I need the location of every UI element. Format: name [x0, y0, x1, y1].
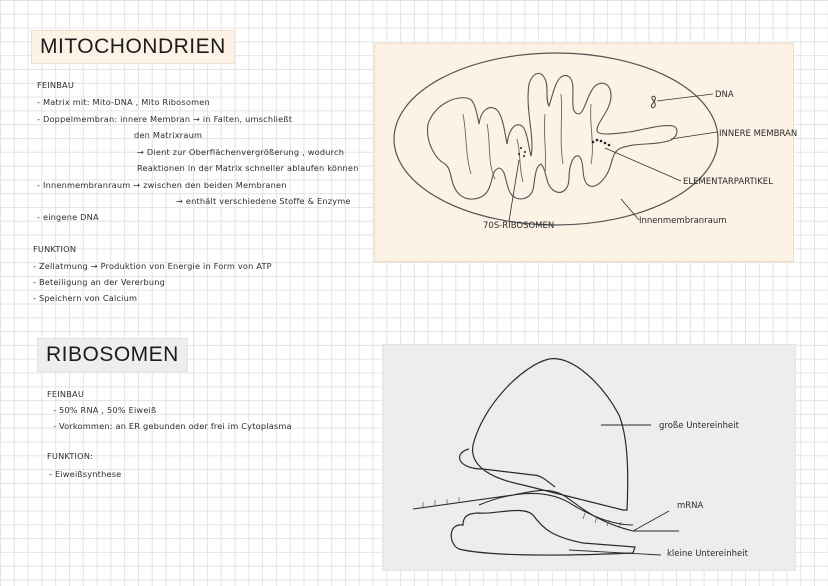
mitochondrion-diagram: [375, 44, 793, 261]
grosse-untereinheit-label: große Untereinheit: [659, 421, 739, 431]
ribosome-diagram: [383, 345, 795, 570]
mito-feinbau-heading: FEINBAU: [37, 80, 75, 90]
ribo-feinbau-line: - 50% RNA , 50% Eiweiß: [53, 405, 157, 415]
mito-funktion-heading: FUNKTION: [33, 244, 77, 254]
innenmembranraum-label: Innenmembranraum: [639, 216, 727, 226]
ribosomen-pointer: [509, 160, 519, 221]
crista-fold: [517, 139, 523, 182]
dna-mark: [651, 96, 655, 108]
mito-feinbau-line: → enthält verschiedene Stoffe & Enzyme: [176, 196, 351, 206]
elementarpartikel-marks: [592, 139, 611, 147]
ribo-funktion-heading: FUNKTION:: [47, 451, 94, 461]
crista-fold: [544, 114, 545, 172]
mito-funktion-line: - Zellatmung → Produktion von Energie in Form von ATP: [33, 261, 272, 271]
ribo-funktion-line: - Eiweißsynthese: [49, 469, 122, 479]
large-subunit: [473, 359, 628, 510]
crista-fold: [487, 124, 495, 179]
mito-feinbau-line: - eingene DNA: [37, 212, 99, 222]
mrna-pointer: [633, 511, 669, 531]
kleine-untereinheit-label: kleine Untereinheit: [667, 549, 748, 559]
inner-membrane-pointer: [671, 132, 717, 139]
mito-feinbau-line: - Innenmembranraum → zwischen den beiden Membranen: [37, 180, 287, 190]
mito-feinbau-line: - Doppelmembran: innere Membran → in Falten, umschließt: [37, 114, 293, 124]
ribosomen-label: 70S-RIBOSOMEN: [483, 221, 555, 231]
mito-feinbau-line: Reaktionen in der Matrix schneller ablaufen können: [137, 163, 359, 173]
mito-funktion-line: - Speichern von Calcium: [33, 293, 138, 303]
mito-funktion-line: - Beteiligung an der Vererbung: [33, 277, 166, 287]
elementarpartikel-pointer: [605, 148, 681, 181]
ribo-feinbau-line: - Vorkommen: an ER gebunden oder frei im Cytoplasma: [53, 421, 292, 431]
mitochondrien-title: MITOCHONDRIEN: [31, 30, 235, 64]
crista-fold: [591, 104, 593, 164]
mito-feinbau-line: → Dient zur Oberflächenvergrößerung , wodurch: [137, 147, 345, 157]
mrna-label: mRNA: [677, 501, 704, 511]
crista-fold: [463, 114, 471, 174]
mrna-strand: [413, 490, 679, 531]
dna-pointer: [657, 94, 713, 101]
small-subunit: [451, 510, 635, 555]
ribosome-diagram-panel: [382, 344, 796, 571]
mito-feinbau-line: den Matrixraum: [134, 130, 203, 140]
inner-membrane-cristae: [428, 73, 677, 199]
elementarpartikel-label: ELEMENTARPARTIKEL: [683, 177, 773, 187]
innere-membran-label: INNERE MEMBRAN: [719, 129, 798, 139]
crista-fold: [561, 94, 563, 164]
dna-label: DNA: [715, 90, 734, 100]
mitochondrion-diagram-panel: [374, 43, 798, 262]
ribo-feinbau-heading: FEINBAU: [47, 389, 85, 399]
ribosomen-title: RIBOSOMEN: [37, 338, 188, 372]
mito-feinbau-line: - Matrix mit: Mito-DNA , Mito Ribosomen: [37, 97, 210, 107]
outer-membrane: [394, 53, 718, 225]
